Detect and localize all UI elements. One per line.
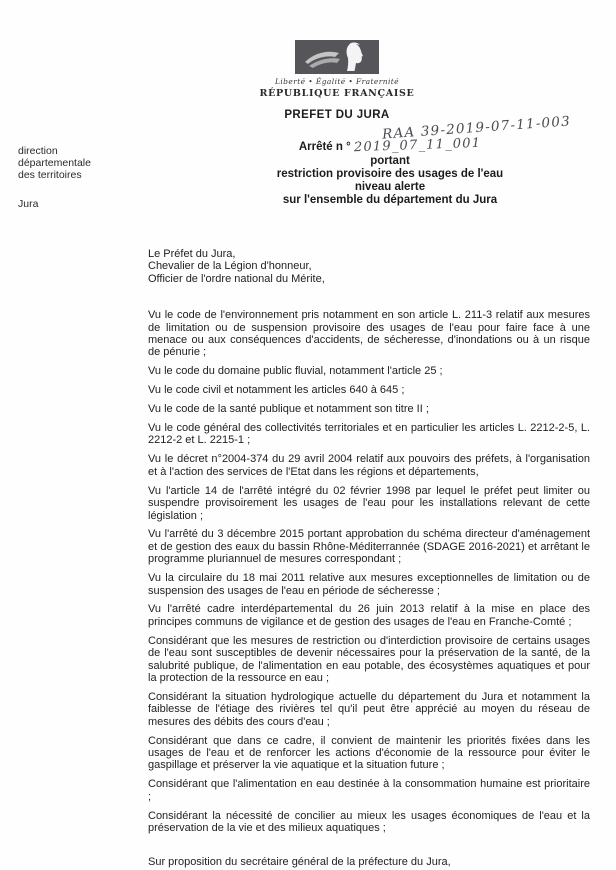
raa-handwritten-annotation: RAA 39-2019-07-11-003 bbox=[381, 113, 572, 143]
recital-paragraph: Vu le code du domaine public fluvial, notamment l'article 25 ; bbox=[148, 365, 443, 378]
republic-motto: Liberté • Égalité • Fraternité bbox=[274, 77, 400, 86]
closing-line: Sur proposition du secrétaire général de la préfecture du Jura, bbox=[148, 856, 451, 869]
title-line: portant bbox=[370, 155, 410, 167]
recital-paragraph: Considérant la nécessité de concilier au mieux les usages économiques de l'eau et la préservation de la vie et des milieux aquatiques ; bbox=[148, 809, 590, 835]
recital-paragraph: Considérant que les mesures de restriction ou d'interdiction provisoire de certains usages de l'eau sont susceptibles de devenir nécessaires pour la préservation de la santé, de la salubrité publique, de l'alimentation en eau potable, des écosystèmes aquatiques et pour la protection de la ressource en eau ; bbox=[148, 634, 590, 684]
salutation-line: Officier de l'ordre national du Mérite, bbox=[148, 272, 325, 285]
recital-paragraph: Vu le décret n°2004-374 du 29 avril 2004 relatif aux pouvoirs des préfets, à l'organisation et à l'action des services de l'Etat dans les régions et départements, bbox=[148, 453, 590, 478]
recital-paragraph: Vu le code de la santé publique et notamment son titre II ; bbox=[148, 403, 429, 416]
recital-paragraph: Vu l'arrêté cadre interdépartemental du 26 juin 2013 relatif à la mise en place des principes communs de vigilance et de gestion des usages de l'eau en Franche-Comté ; bbox=[148, 603, 590, 628]
marianne-logo-icon bbox=[295, 40, 379, 74]
salutation-line: Chevalier de la Légion d'honneur, bbox=[148, 260, 312, 273]
title-lines bbox=[160, 155, 616, 207]
recital-paragraph: Vu l'article 14 de l'arrêté intégré du 02 février 1998 par lequel le préfet peut limiter ou suspendre provisoirement les usages de l'eau pour les installations relevant de cette législation ; bbox=[148, 484, 590, 522]
sender-department: Jura bbox=[18, 197, 39, 210]
prefecture-name: PREFET DU JURA bbox=[284, 109, 390, 121]
sender-lines bbox=[18, 145, 91, 182]
title-line: sur l'ensemble du département du Jura bbox=[282, 194, 498, 206]
sender-line: des territoires bbox=[18, 169, 82, 182]
recital-paragraph: Considérant la situation hydrologique actuelle du département du Jura et notamment la faiblesse de l'étiage des rivières tel qu'il peut être apprécié au moyen du réseau de mesures des débits des cours d'eau ; bbox=[148, 690, 590, 728]
republic-name: RÉPUBLIQUE FRANÇAISE bbox=[259, 88, 415, 99]
sender-line: direction bbox=[18, 145, 58, 157]
recital-paragraph: Considérant que l'alimentation en eau destinée à la consommation humaine est prioritaire ; bbox=[148, 778, 590, 803]
recital-paragraph: Considérant que dans ce cadre, il convient de maintenir les priorités fixées dans les usages de l'eau et de renforcer les actions d'économie de la ressource pour éviter le gaspillage et préserver la vie aquatique et la situation future ; bbox=[148, 734, 590, 772]
title-block bbox=[160, 135, 616, 207]
recital-paragraph: Vu le code de l'environnement pris notamment en son article L. 211-3 relatif aux mesures de limitation ou de suspension provisoire des usages de l'eau pour faire face à une menace ou aux conséquences d'accidents, de sécheresse, d'inondations ou à un risque de pénurie ; bbox=[148, 309, 590, 359]
salutation-line: Le Préfet du Jura, bbox=[148, 248, 236, 260]
recital-paragraph: Vu la circulaire du 18 mai 2011 relative aux mesures exceptionnelles de limitation ou de suspension des usages de l'eau en période de sécheresse ; bbox=[148, 572, 590, 597]
sender-block bbox=[18, 145, 91, 210]
recital-paragraph: Vu le code général des collectivités territoriales et en particulier les articles L. 2212-2-5, L. 2212-2 et L. 2215-1 ; bbox=[148, 422, 590, 447]
sender-line: départementale bbox=[18, 157, 91, 170]
recitals-block bbox=[148, 309, 590, 834]
title-line: niveau alerte bbox=[354, 181, 426, 193]
recital-paragraph: Vu l'arrêté du 3 décembre 2015 portant approbation du schéma directeur d'aménagement et de gestion des eaux du bassin Rhône-Méditerrannée (SDAGE 2016-2021) et arrêtant le programme pluriannuel de mesures correspondant ; bbox=[148, 528, 590, 566]
recital-paragraph: Vu le code civil et notamment les articles 640 à 645 ; bbox=[148, 384, 405, 397]
document-header bbox=[252, 40, 422, 121]
arrete-number-line bbox=[160, 135, 616, 156]
arrete-number-label: Arrêté n ° bbox=[298, 141, 351, 153]
title-line: restriction provisoire des usages de l'eau bbox=[276, 168, 504, 180]
document-body bbox=[148, 248, 590, 869]
arrete-number-handwritten: 2019_07_11_001 bbox=[353, 135, 482, 156]
salutation-block bbox=[148, 248, 590, 285]
